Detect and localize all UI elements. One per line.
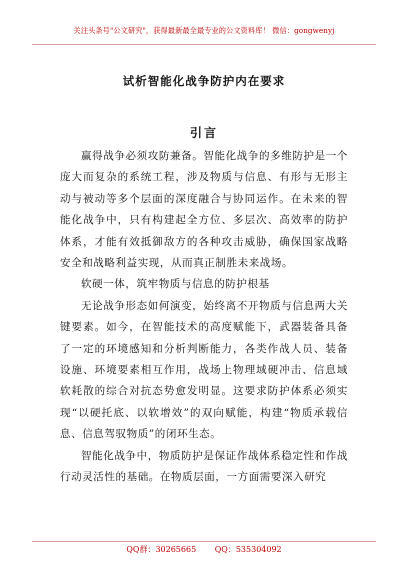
document-title: 试析智能化战争防护内在要求 bbox=[122, 74, 286, 88]
qq-number: QQ：535304092 bbox=[214, 545, 282, 554]
header-divider bbox=[32, 44, 376, 45]
paragraph: 赢得战争必须攻防兼备。智能化战争的多维防护是一个庞大而复杂的系统工程，涉及物质与信息、有形与无形主动与被动等多个层面的深度融合与协同运作。在未来的智能化战争中，只有构建起全方位、多层次、高效率的防护体系，才能有效抵御敌方的各种攻击威胁，确保国家战略安全和战略利益实现，从而真正制胜未来战场。 bbox=[60, 150, 348, 270]
section-heading: 引言 bbox=[189, 126, 218, 140]
document-body bbox=[60, 146, 348, 489]
subheading-paragraph: 软硬一体，筑牢物质与信息的防护根基 bbox=[81, 278, 270, 291]
qq-group-number: QQ群：30265665 bbox=[126, 545, 197, 554]
paragraph: 智能化战争中，物质防护是保证作战体系稳定性和作战行动灵活性的基础。在物质层面，一方面需要深入研究 bbox=[60, 449, 348, 484]
contact-footer bbox=[0, 544, 408, 555]
promo-banner: 关注头条号"公文研究"，获得最新最全最专业的公文资料库！ 微信：gongwenyj bbox=[73, 26, 335, 35]
footer-divider bbox=[32, 541, 376, 542]
paragraph: 无论战争形态如何演变，始终离不开物质与信息两大关键要素。如今，在智能技术的高度赋能下，武器装备具备了一定的环境感知和分析判断能力，各类作战人员、装备设施、环境要素相互作用，战场上物理域硬冲击、信息域软耗散的综合对抗态势愈发明显。这要求防护体系必须实现“以硬托底、以软增效”的双向赋能，构建“物质承载信息、信息驾驭物质”的闭环生态。 bbox=[60, 299, 348, 441]
